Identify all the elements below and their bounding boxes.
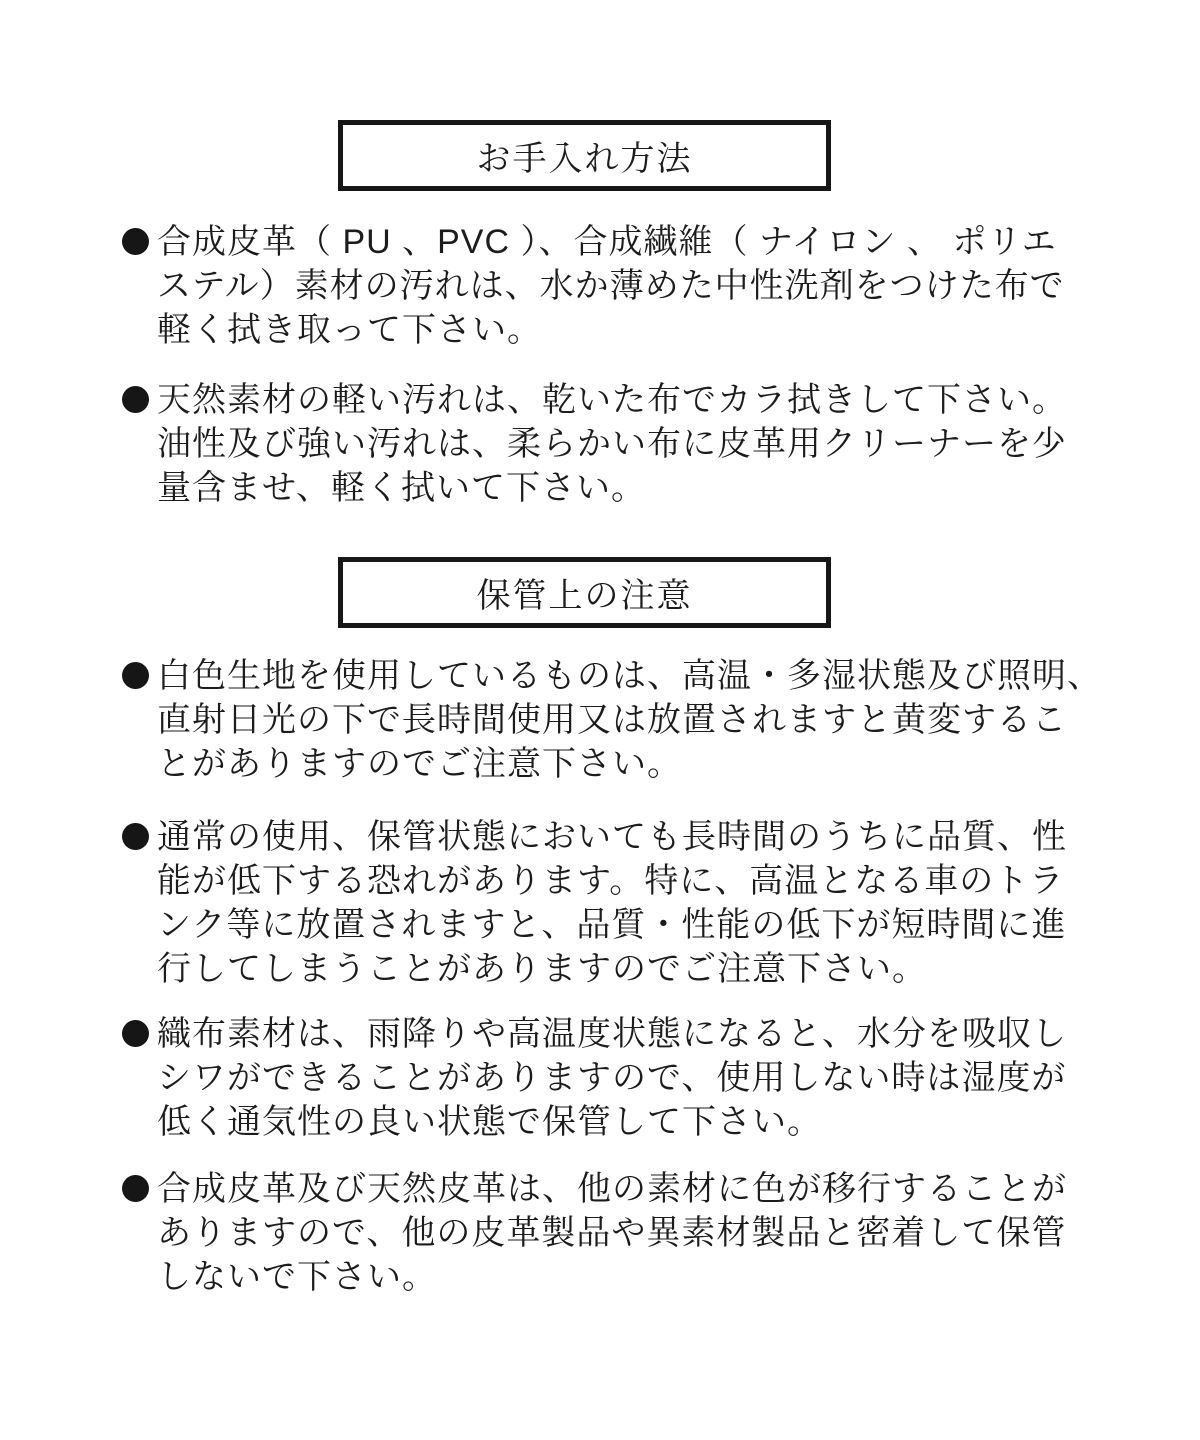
bullet-line: 行してしまうことがありますのでご注意下さい。 (157, 950, 927, 988)
bullet-text (157, 378, 1087, 510)
bullet-line: 織布素材は、雨降りや高温度状態になると、水分を吸収し (157, 1015, 1067, 1053)
bullet-text (157, 1167, 1087, 1299)
storage-title: 保管上の注意 (476, 577, 693, 615)
bullet-line: 量含ませ、軽く拭いて下さい。 (157, 469, 646, 507)
bullet-line: 合成皮革及び天然皮革は、他の素材に色が移行することが (157, 1170, 1067, 1208)
bullet-line: シワができることがありますので、使用しない時は湿度が (157, 1059, 1067, 1097)
bullet-circle-icon (122, 1175, 149, 1202)
bullet-line: 白色生地を使用しているものは、高温・多湿状態及び照明、 (157, 657, 1102, 695)
bullet-text (157, 654, 1102, 786)
bullet-line: 低く通気性の良い状態で保管して下さい。 (157, 1103, 822, 1141)
bullet-line: 通常の使用、保管状態においても長時間のうちに品質、性 (157, 818, 1067, 856)
bullet-item-woven-fabric-moisture (122, 1012, 1087, 1144)
bullet-text (157, 220, 1087, 352)
bullet-line: とがありますのでご注意下さい。 (157, 745, 682, 783)
bullet-line: ステル）素材の汚れは、水か薄めた中性洗剤をつけた布で (157, 267, 1065, 305)
bullet-text (157, 1012, 1087, 1144)
bullet-circle-icon (122, 228, 149, 255)
bullet-line: 軽く拭き取って下さい。 (157, 311, 542, 349)
bullet-line: 天然素材の軽い汚れは、乾いた布でカラ拭きして下さい。 (157, 381, 1067, 419)
bullet-item-synthetic-leather-cleaning (122, 220, 1087, 352)
bullet-text (157, 815, 1087, 991)
bullet-circle-icon (122, 386, 149, 413)
storage-title-box (338, 557, 831, 628)
bullet-line: 能が低下する恐れがあります。特に、高温となる車のトラ (157, 862, 1065, 900)
bullet-line: ありますので、他の皮革製品や異素材製品と密着して保管 (157, 1214, 1067, 1252)
bullet-circle-icon (122, 662, 149, 689)
bullet-item-quality-degradation (122, 815, 1087, 991)
bullet-line: 合成皮革（ PU 、PVC ）、合成繊維（ ナイロン 、 ポリエ (157, 223, 1057, 261)
bullet-line: 直射日光の下で長時間使用又は放置されますと黄変するこ (157, 701, 1067, 739)
bullet-item-white-fabric-yellowing (122, 654, 1102, 786)
bullet-line: ンク等に放置されますと、品質・性能の低下が短時間に進 (157, 906, 1067, 944)
care-title: お手入れ方法 (476, 140, 693, 178)
bullet-circle-icon (122, 823, 149, 850)
bullet-line: 油性及び強い汚れは、柔らかい布に皮革用クリーナーを少 (157, 425, 1067, 463)
bullet-line: しないで下さい。 (157, 1258, 437, 1296)
bullet-item-natural-material-cleaning (122, 378, 1087, 510)
care-title-box (338, 120, 831, 191)
bullet-circle-icon (122, 1020, 149, 1047)
bullet-item-color-transfer (122, 1167, 1087, 1299)
